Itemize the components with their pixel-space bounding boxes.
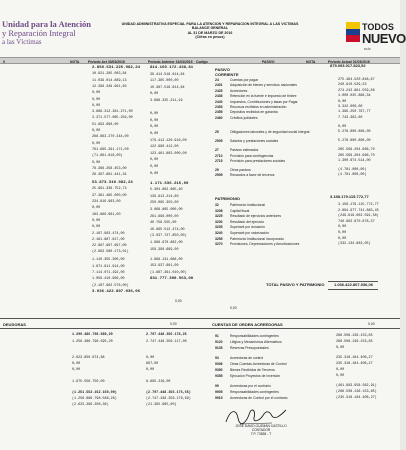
acreedoras-item-code: 93	[215, 356, 219, 360]
acreedoras-item-code: 9915	[215, 396, 223, 400]
pasivo-item-code: 27	[215, 148, 219, 153]
deudoras-current-value: (1.251.553.152.150,00)	[72, 391, 117, 395]
activo-previous-value: 0,00	[150, 125, 159, 130]
acreedoras-item-label: Bienes Recibidos de Terceros	[230, 368, 275, 372]
patrimonio-item-code: 3240	[215, 231, 223, 235]
activo-previous-value: 0,00	[150, 158, 159, 163]
activo-previous-value: 1.171.636.215,00	[150, 181, 189, 186]
activo-current-value: 25.991.336.752,73	[92, 187, 127, 192]
activo-previous-value: 814.169.172.438,81	[150, 66, 194, 70]
patrimonio-item-label: Resultado del ejercicio	[230, 219, 265, 224]
acreedoras-item-code: 9135	[215, 346, 223, 350]
activo-previous-value: 39.414.518.614,84	[150, 72, 185, 77]
org-logo-line3: a las Víctimas	[2, 38, 42, 46]
acreedoras-item-label: Acreedoras por el contrario	[230, 384, 271, 388]
pasivo-item-code: 2401	[215, 83, 223, 88]
patrimonio-item-code: 32	[215, 203, 219, 207]
pasivo-item-code: 2460	[215, 115, 223, 120]
org-logo	[2, 20, 122, 46]
document-header	[120, 22, 300, 39]
pasivo-item-label: Impuestos, Contribuciones y tasas por Pagar	[230, 99, 298, 104]
pasivo-item-value: 285.569.204.666,70	[338, 153, 375, 158]
pasivo-item-label: Créditos judiciales	[230, 115, 258, 120]
orden-divider-2	[0, 328, 400, 329]
activo-current-value: 3.888.312.281.271,00	[92, 110, 133, 115]
pasivo-title: PASIVO	[215, 67, 230, 72]
activo-current-value: (71.861.818,00)	[92, 154, 123, 159]
patrimonio-item-code: 3235	[215, 225, 223, 230]
deudoras-current-value: 1.299.486.798.580,20	[72, 333, 113, 337]
activo-previous-value: 40.758.555,00	[150, 221, 177, 226]
deudoras-current-value: 0,00	[72, 368, 81, 372]
activo-current-value: 37.481.485.000,00	[92, 193, 127, 198]
band-right-d: Periodo Actual 31/03/2016	[328, 59, 370, 64]
band-left-a: 0	[3, 59, 5, 64]
deudoras-previous-value: 8.895.216,00	[146, 380, 171, 384]
band-left-c: Periodo Act 30/03/2016	[88, 59, 125, 64]
band-left-b: NOTA	[70, 59, 80, 64]
acreedoras-item-code: 9905	[215, 390, 223, 394]
activo-previous-value: 179.412.126.916,00	[150, 138, 187, 143]
patrimonio-item-label: Capital fiscal	[230, 208, 250, 213]
deudoras-previous-value: 2.747.448.356.117,00	[146, 340, 187, 344]
pasivo-item-label: Pasivos estimados	[230, 148, 259, 153]
activo-current-value: 0,00	[92, 91, 101, 96]
activo-current-value: 2.187.903.474,00	[92, 231, 125, 236]
activo-current-value: 0,00	[92, 103, 101, 108]
pasivo-item-value: 0,00	[338, 124, 347, 129]
deudoras-previous-value: (2.747.438.356.176,69)	[146, 397, 191, 401]
orden-deudoras-zero: 0,00	[170, 322, 177, 326]
activo-current-value: 11.039.014.889,13	[92, 78, 127, 83]
patrimonio-item-label: Patrimonio Institucional incorporado	[230, 236, 284, 241]
pasivo-item-value: 5.276.600.808,00	[338, 130, 371, 135]
pasivo-item-label: Obligaciones laborales y de seguridad social Integral	[230, 130, 310, 135]
orden-acreedoras-title: CUENTAS DE ORDEN ACREEDORAS	[212, 322, 283, 327]
header-units: (Cifras en pesos)	[195, 34, 225, 39]
pasivo-item-label: Recursos recibidos en administración	[230, 105, 287, 109]
activo-current-value: 1.671.611.914,00	[92, 264, 125, 269]
acreedoras-item-value: (235.318.184.406,27)	[336, 396, 377, 400]
acreedoras-item-label: Responsabilidades contingentes	[230, 334, 279, 338]
acreedoras-item-value: (286.508.136.153,85)	[336, 390, 377, 394]
activo-current-value: 22.967.987.697,00	[92, 244, 127, 249]
patrimonio-item-code: 3255	[215, 236, 223, 241]
total-pasivo-patrimonio-value: 1.036.422.807.036,06	[334, 282, 373, 287]
flag-icon	[346, 22, 360, 42]
deudoras-current-value: 1.258.486.798.595,20	[72, 340, 113, 344]
signer-tp: T.P. 73838 - T	[250, 432, 272, 436]
gov-logo-line2: NUEVO	[362, 31, 406, 46]
pasivo-item-value: 274.243.881.559,86	[338, 88, 375, 93]
header-entity: UNIDAD ADMINISTRATIVA ESPECIAL PARA LA ATENCION Y REPARACION INTEGRAL A LAS VICTIMAS	[121, 22, 299, 26]
signer-role: CONTADOR	[251, 428, 271, 432]
activo-current-value: 0,00	[92, 160, 101, 165]
activo-current-value: 0,00	[92, 97, 101, 102]
activo-current-value: 3.036.422.807.036,06	[92, 289, 141, 294]
acreedoras-item-value: 235.318.184.406,27	[336, 356, 373, 360]
activo-current-value: (2.187.962.576,00)	[92, 283, 129, 288]
acreedoras-item-code: 9306	[215, 362, 223, 366]
activo-current-value: 26.367.861.441,34	[92, 173, 127, 178]
pasivo-item-label: Provisión para prestaciones sociales	[230, 159, 286, 163]
pasivo-item-label: Acreedores	[230, 88, 248, 93]
deudoras-current-value: (2.623.296.208,36)	[72, 403, 109, 407]
pasivo-item-code: 2905	[215, 173, 223, 178]
pasivo-item-value: 1.396.250.767,77	[338, 110, 371, 115]
activo-previous-value: 5.304.862.685,40	[150, 188, 183, 193]
activo-previous-value: (1.887.361.010,00)	[150, 270, 187, 275]
acreedoras-item-value: (461.983.958.562,91)	[336, 384, 377, 388]
pasivo-item-value: 285.569.204.666,70	[338, 148, 375, 153]
band-right-b: PASIVO	[262, 59, 275, 64]
activo-current-value: 234.816.963,00	[92, 200, 121, 204]
activo-current-value: 78.366.258.453,00	[92, 166, 127, 171]
activo-current-value: 0,00	[92, 129, 101, 133]
patrimonio-item-value: 3.158.179.115.772,77	[338, 203, 379, 207]
acreedoras-item-label: Responsabilidades contingentes	[230, 390, 279, 394]
activo-previous-value: 0,00	[150, 118, 159, 123]
activo-previous-value: 122.990.412,00	[150, 145, 179, 150]
pasivo-item-code: 2440	[215, 99, 223, 104]
deudoras-previous-value: (21.395.685,00)	[146, 403, 177, 407]
header-date: AL 31 DE MARZO DE 2016	[187, 30, 233, 35]
pasivo-item-value: 5.276.600.808,00	[338, 139, 371, 144]
acreedoras-item-label: Acreedoras de control	[230, 356, 264, 360]
activo-current-value: 51.893.890,00	[92, 122, 119, 127]
activo-previous-value: 250.065.350,00	[150, 201, 179, 206]
acreedoras-item-value: 0,00	[336, 374, 345, 378]
activo-previous-value: 159.390.669,00	[150, 247, 179, 252]
patrimonio-title: PATRIMONIO	[215, 196, 240, 201]
activo-previous-value: 0,00	[150, 165, 159, 169]
activo-current-value: 268.863.270.344,00	[92, 135, 129, 140]
band-right-a: Codigo	[196, 59, 208, 64]
under-left-zero: 0,00	[175, 299, 182, 303]
pasivo-total: 875.093.017.823,52	[330, 63, 366, 68]
acreedoras-item-label: Ejecución Proyectos de Inversión	[230, 374, 281, 378]
patrimonio-item-value: (249.619.062.591,58)	[338, 214, 379, 219]
deudoras-previous-value: 0,00	[146, 368, 155, 372]
activo-previous-value: 0,00	[150, 132, 159, 136]
patrimonio-item-code: 3270	[215, 242, 223, 247]
patrimonio-item-label: Superávit por valorización	[230, 231, 270, 235]
pasivo-subtitle: CORRIENTE	[215, 72, 239, 77]
activo-previous-value: 0,00	[150, 112, 159, 117]
pasivo-item-label: Provisión para contingencias	[230, 153, 274, 158]
patrimonio-item-value: 0,00	[338, 225, 347, 230]
patrimonio-item-label: Provisiones, Depreciaciones y Amortizaciones	[230, 242, 300, 247]
org-logo-line2: y Reparación Integral	[2, 28, 76, 38]
pasivo-item-label: Cuentas por pagar	[230, 78, 259, 82]
deudoras-previous-value: 687,00	[146, 362, 159, 366]
acreedoras-item-code: 91	[215, 334, 219, 338]
acreedoras-item-value: 0,00	[336, 346, 345, 350]
patrimonio-item-value: 0,00	[338, 236, 347, 241]
acreedoras-item-value: 0,00	[336, 368, 345, 372]
activo-previous-value: 3.688.325.211,19	[150, 99, 183, 103]
activo-previous-value: 831.777.390.963,00	[150, 277, 194, 282]
deudoras-current-value: 1.975.558.750,00	[72, 380, 105, 384]
total-rule-bottom	[328, 289, 378, 290]
pasivo-item-code: 24	[215, 78, 219, 82]
patrimonio-item-value: 740.963.870.878,37	[338, 219, 375, 224]
activo-previous-value: 16.895.512.474,00	[150, 227, 185, 232]
patrimonio-item-value: 0,00	[338, 231, 347, 235]
activo-current-value: 761.965.291.171,00	[92, 147, 129, 152]
activo-previous-value: 139.813.214,60	[150, 194, 179, 199]
activo-current-value: 0,00	[92, 218, 101, 223]
pasivo-item-value: (4.781.000,00)	[338, 168, 367, 172]
pasivo-item-code: 2715	[215, 159, 223, 163]
patrimonio-total: 3.158.179.115.772,77	[330, 194, 369, 199]
pasivo-item-label: Retención en la fuente e impuesto de timbre	[230, 94, 297, 99]
activo-current-value: (2.963.580.173,01)	[92, 250, 129, 255]
pasivo-item-value: 3.342.000,00	[338, 105, 363, 109]
acreedoras-item-code: 99	[215, 384, 219, 388]
pasivo-item-code: 2455	[215, 110, 223, 115]
patrimonio-item-code: 3208	[215, 208, 223, 213]
activo-current-value: 0,00	[92, 141, 101, 146]
signature-block	[216, 424, 306, 436]
deudoras-current-value: (1.258.686.798.586,26)	[72, 397, 117, 401]
pasivo-item-value: 1.000.025.888,34	[338, 94, 371, 99]
pasivo-item-value: 1.300.674.514,00	[338, 159, 371, 163]
pasivo-item-code: 2505	[215, 139, 223, 144]
band-right-c: NOTA	[306, 59, 316, 64]
orden-acreedoras-zero: 0,00	[368, 322, 375, 326]
gov-logo-line1: TODOS	[362, 22, 394, 32]
pasivo-item-code: 2425	[215, 88, 223, 93]
deudoras-previous-value: 2.797.448.356.178,25	[146, 333, 187, 337]
activo-current-value: 1.110.355.300,00	[92, 258, 125, 263]
activo-previous-value: 0,00	[150, 92, 159, 97]
acreedoras-item-code: 9355	[215, 374, 223, 378]
activo-current-value: 183.886.661,00	[92, 212, 121, 217]
pasivo-item-code: 29	[215, 168, 219, 172]
deudoras-previous-value: (2.797.448.356.176,65)	[146, 391, 191, 395]
gov-logo	[346, 20, 406, 54]
activo-previous-value: 117.385.000,00	[150, 79, 179, 84]
acreedoras-item-value: 286.508.136.153,85	[336, 334, 373, 338]
orden-deudoras-title: DEUDORAS	[3, 322, 26, 327]
band-left-d: Periodo Anterior 31/03/2015	[148, 59, 193, 64]
activo-previous-value: 123.461.863.000,00	[150, 151, 187, 156]
deudoras-current-value: 2.623.850.874,88	[72, 356, 105, 360]
acreedoras-item-value: 235.318.184.406,27	[336, 362, 373, 366]
deudoras-previous-value: 0,00	[146, 356, 155, 360]
activo-previous-value: 10.387.518.614,84	[150, 85, 185, 90]
activo-previous-value: 1.968.131.686,00	[150, 257, 183, 262]
pasivo-item-value: 275.484.520.848,67	[338, 78, 375, 82]
activo-current-value: 10.921.285.083,84	[92, 72, 127, 77]
patrimonio-item-code: 3225	[215, 214, 223, 219]
acreedoras-item-value: 286.508.136.153,85	[336, 340, 373, 344]
total-pasivo-patrimonio-label: TOTAL PASIVO Y PATRIMONIO	[266, 282, 325, 287]
patrimonio-item-label: Patrimonio Institucional	[230, 203, 266, 207]
patrimonio-item-label: Superávit por donación	[230, 225, 265, 230]
acreedoras-item-code: 9120	[215, 340, 223, 344]
patrimonio-item-code: 3230	[215, 219, 223, 224]
pasivo-item-value: 0,00	[338, 99, 347, 104]
activo-previous-value: (3.037.727.850,00)	[150, 234, 187, 239]
activo-previous-value: 0,00	[150, 171, 159, 176]
pasivo-item-value: 7.743.362,60	[338, 115, 363, 120]
gov-logo-line3: PAÍS	[364, 47, 371, 51]
activo-current-value: 3.371.577.065.259,00	[92, 116, 133, 121]
patrimonio-item-label: Resultado de ejercicios anteriores	[230, 214, 282, 219]
under-mid-zero: 0,00	[230, 306, 237, 310]
acreedoras-item-label: Otras Cuentas Acreedoras de Control	[230, 362, 287, 366]
activo-current-value: 7.114.071.192,00	[92, 271, 125, 275]
pasivo-item-code: 25	[215, 130, 219, 135]
orden-divider	[0, 318, 400, 319]
activo-previous-value: 153.937.681,00	[150, 264, 179, 269]
activo-current-value: 0,00	[92, 206, 101, 211]
pasivo-item-label: Recaudos a favor de terceros	[230, 173, 275, 178]
org-logo-line1: Unidad para la Atención	[2, 19, 92, 29]
activo-previous-value: 3.068.865.000,00	[150, 208, 183, 212]
patrimonio-item-value: 2.894.977.741.883,45	[338, 208, 379, 213]
pasivo-item-label: Adquisición de bienes y servicios nacionales	[230, 83, 297, 88]
activo-current-value: 1.058.410.906,00	[92, 277, 125, 282]
pasivo-item-label: Salarios y prestaciones sociales	[230, 139, 279, 144]
pasivo-item-value: 240.910.529,33	[338, 83, 367, 88]
pasivo-item-code: 2710	[215, 153, 223, 158]
activo-previous-value: 261.696.000,00	[150, 214, 179, 219]
pasivo-item-label: Depósitos recibidos en garantía	[230, 110, 278, 115]
acreedoras-item-label: Reservas Presupuestales	[230, 346, 269, 350]
signer-name: JOSE DAVID GUZMAN CASTILLO	[235, 424, 287, 428]
activo-previous-value: 1.968.970.882,00	[150, 241, 183, 245]
patrimonio-item-value: (332.134.883,05)	[338, 242, 371, 247]
activo-current-value: 12.398.349.961,63	[92, 84, 127, 89]
pasivo-item-label: Otros pasivos	[230, 168, 251, 172]
acreedoras-item-code: 9390	[215, 368, 223, 372]
acreedoras-item-label: Litigios y Mecanismos Alternativos	[230, 340, 282, 344]
pasivo-item-value: (4.781.000,00)	[338, 173, 367, 178]
deudoras-current-value: 0,00	[72, 362, 81, 366]
acreedoras-item-label: Acreedoras de Control por el contrario	[230, 396, 288, 400]
pasivo-item-code: 2436	[215, 94, 223, 99]
activo-current-value: 2.161.887.817,00	[92, 237, 125, 242]
activo-current-value: 2.850.531.225.982,24	[92, 66, 141, 70]
activo-current-value: 53.873.310.982,24	[92, 181, 133, 186]
header-title: BALANCE GENERAL	[191, 26, 229, 31]
activo-current-value: 0,00	[92, 225, 101, 230]
pasivo-item-code: 2453	[215, 105, 223, 109]
